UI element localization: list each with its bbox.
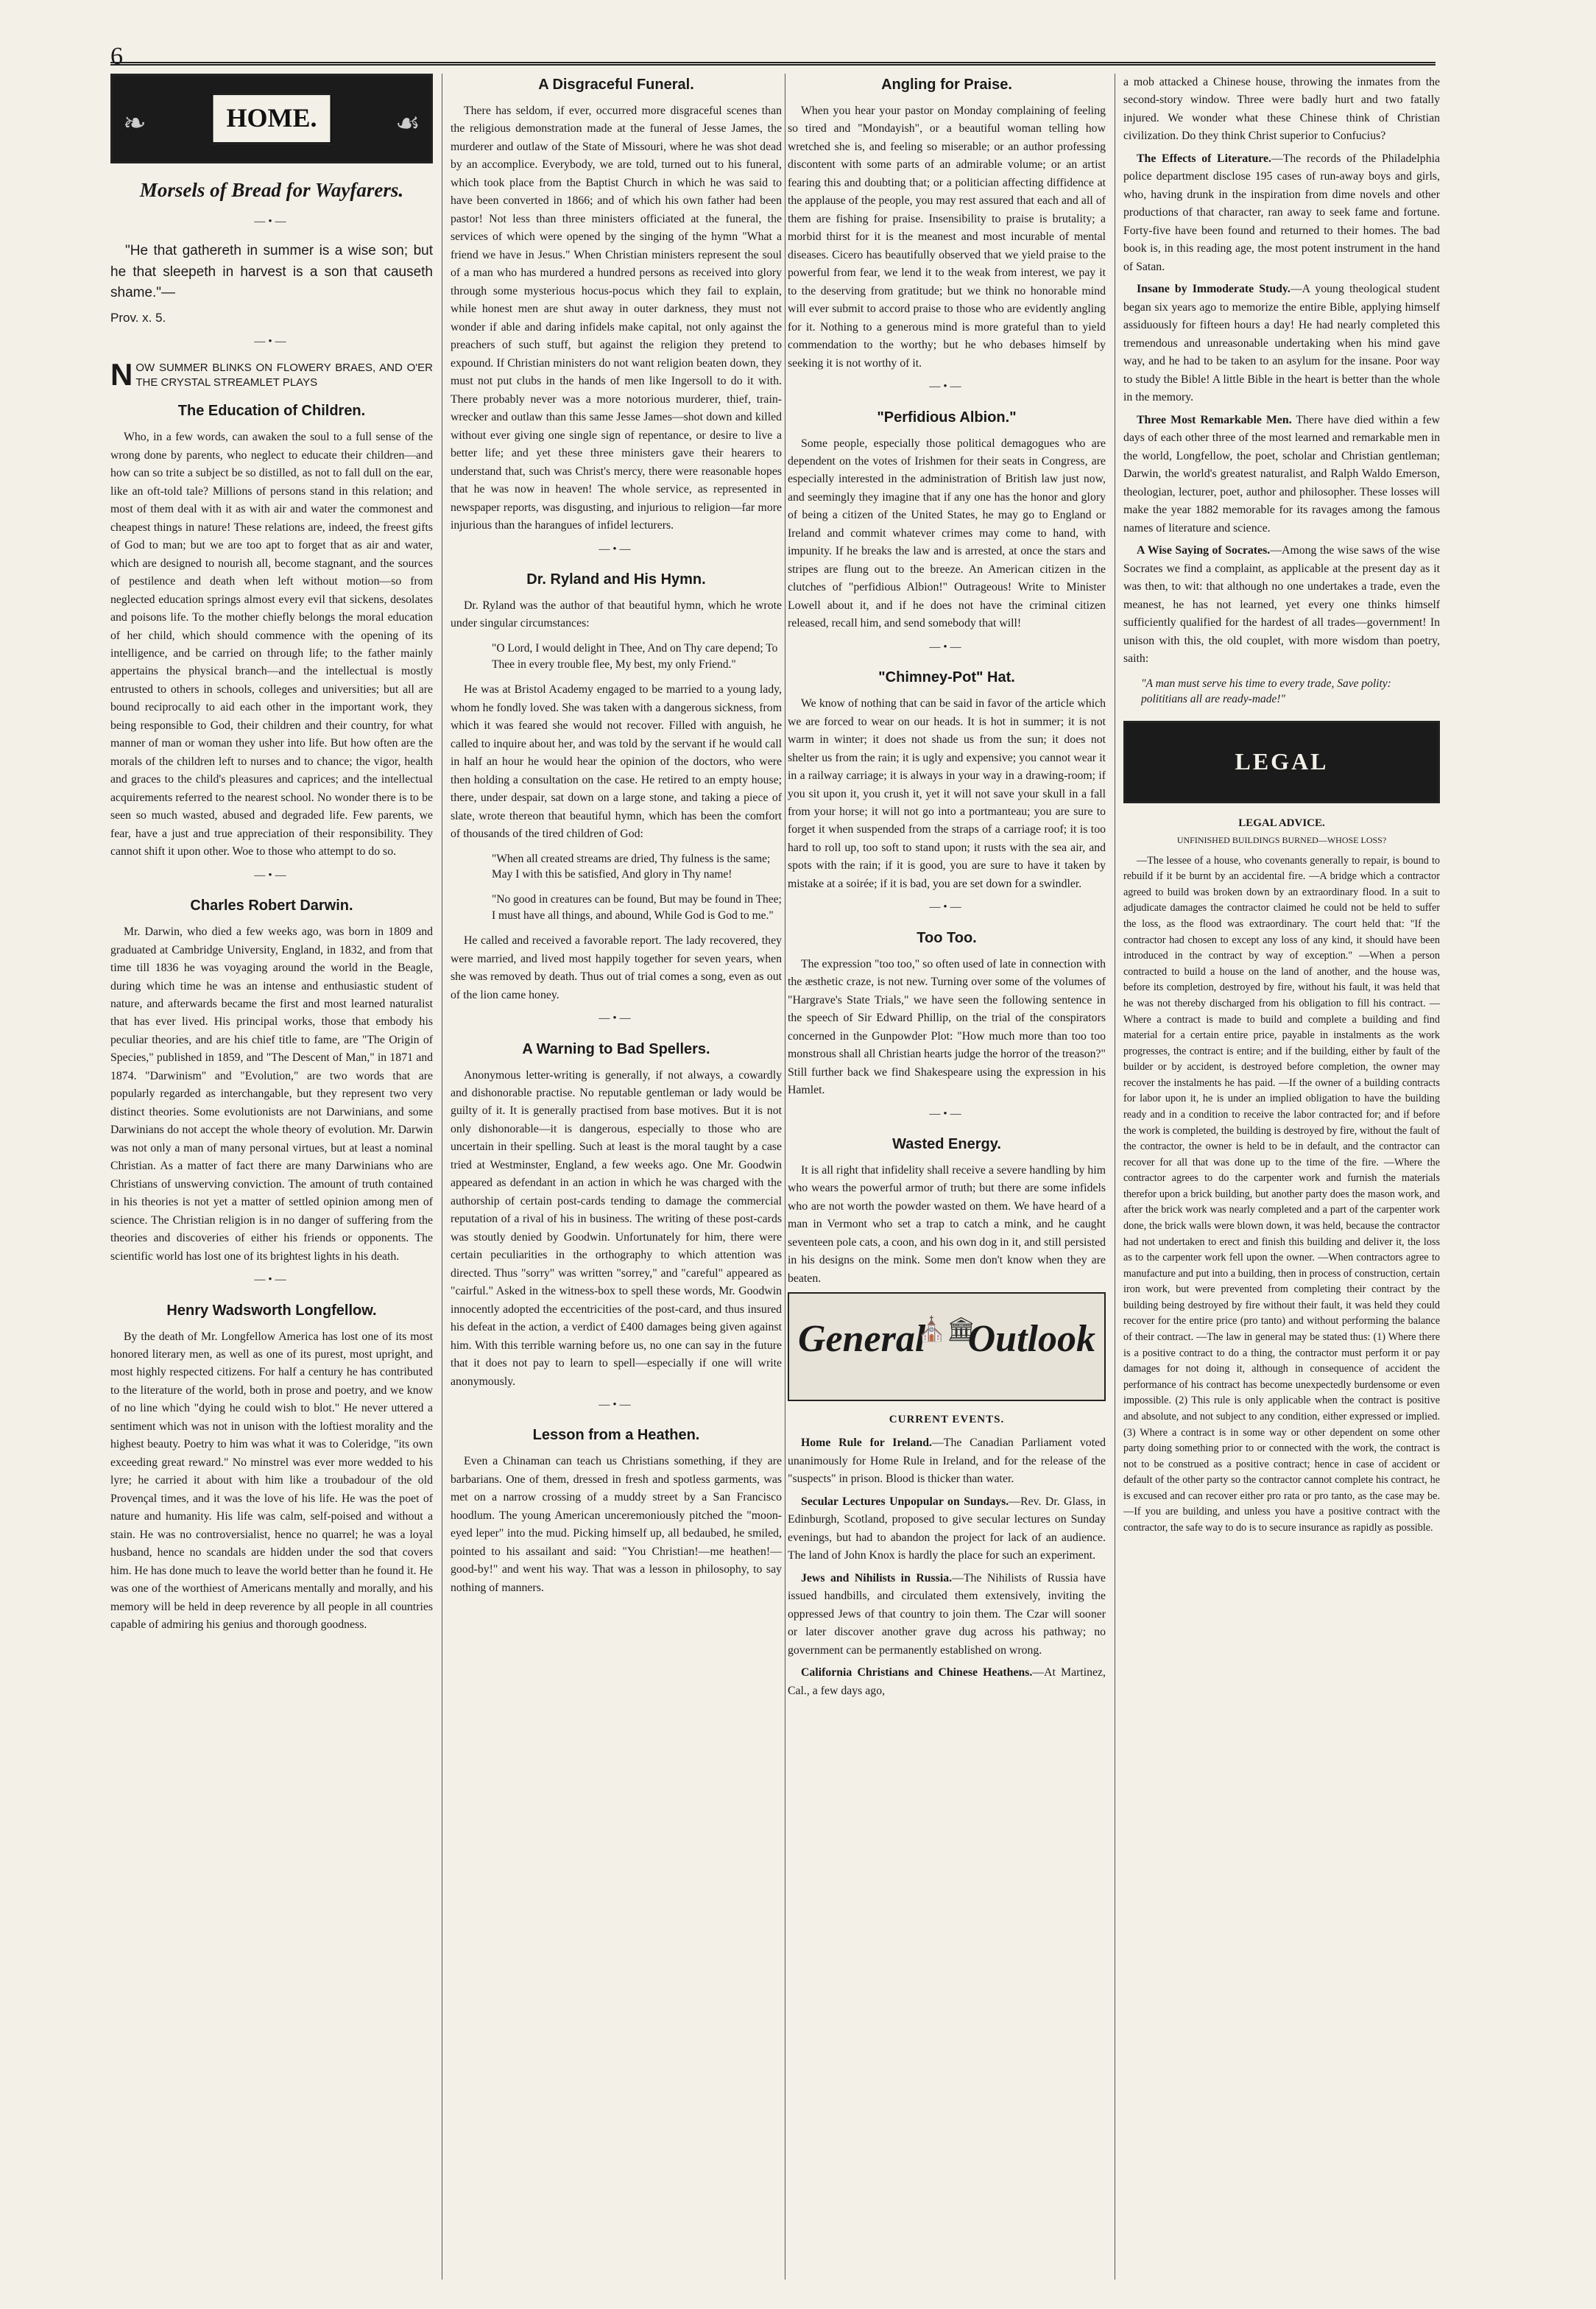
secular-item: Secular Lectures Unpopular on Sundays.—Rev. Dr. Glass, in Edinburgh, Scotland, proposed to give secular lectures on Sunday evenings, but had to abandon the project for lack of an audience. The land of John Knox is hardly the place for such an experiment. [788,1495,1106,1562]
legal-advice-heading: LEGAL ADVICE. [1238,817,1325,829]
longfellow-heading: Henry Wadsworth Longfellow. [166,1302,377,1319]
ornament-divider: —•— [598,1399,634,1411]
three-men-item: Three Most Remarkable Men. There have died within a few days of each other three of the most learned and remarkable men in the world, Longfellow, the poet, scholar and Christian gentleman; Darwin, the world's greatest naturalist, and Ralph Waldo Emerson, theologian, lecturer, poet, author and philosopher. These losses will make the year 1882 memorable for its ravages among the famous names of literature and science. [1123,413,1440,535]
summer-verse-text: OW SUMMER BLINKS ON FLOWERY BRAES, AND O'ER THE CRYSTAL STREAMLET PLAYS [135,362,433,389]
ornament-divider: —•— [929,381,964,393]
home-banner [110,74,433,163]
praise-body: When you hear your pastor on Monday complaining of feeling so tired and "Mondayish", or a beautiful woman telling how wretched she is, and feeling so miserable; or an author professing discontent with some parts of an admirable volume; or an artist fearing this and doubting that; or a politician affecting diffidence at the applause of the people, you may rest assured that each and all of them are fishing for praise. Insensibility to praise is brutality; a morbid thirst for it is the meanest and most incurable of mental diseases. Cicero has beautifully observed that we yield praise to the powerful from fear, we lend it to the weak from interest, we pay it to the deserving from gratitude; but we think no honorable mind will ever submit to accord praise to those who are evidently angling for it. Nothing to a generous mind is more grateful than to yield commendation to the worthy; but he who debases himself by seeking it is not worthy of it. [788,105,1106,370]
california-item: California Christians and Chinese Heathens.—At Martinez, Cal., a few days ago, [788,1666,1106,1697]
column-1 [110,74,433,2280]
legal-advice-subheading: UNFINISHED BUILDINGS BURNED—WHOSE LOSS? [1176,835,1387,846]
heathen-body: Even a Chinaman can teach us Christians something, if they are barbarians. One of them, dressed in fresh and spotless garments, was met on a narrow crossing of a muddy street by a San Francisco hoodlum. The young American unceremoniously pitched the "moon-eyed leper" into the mud. Picking himself up, all bedaubed, he smiled, pointed to his assailant and said: "You Christian!—me heathen!—good-by!" and went his way. That was a lesson in philosophy, to say nothing of manners. [451,1455,782,1594]
ryland-body: He called and received a favorable report. The lady recovered, they were married, and lived most happily together for seven years, when she was removed by death. Thus out of trial comes a song, even as out of the lion came honey. [451,934,782,1001]
summer-verse [110,357,433,392]
ornament-divider: —•— [929,901,964,914]
ryland-heading: Dr. Ryland and His Hymn. [526,571,706,588]
legal-banner [1123,721,1440,803]
general-outlook-banner [788,1292,1106,1401]
ryland-verse: "When all created streams are dried, Thy fulness is the same; May I with this be satisfied, And glory in Thy name! [492,852,771,881]
foliage-ornament-icon: ☙ [395,108,420,139]
socrates-item: A Wise Saying of Socrates.—Among the wise saws of the wise Socrates we find a complaint, as applicable at the present day as it was then, to wit: that although no one undertakes a trade, even the meanest, he has not learned, yet every one thinks himself sufficiently qualified for the hardest of all trades—government! In unison with this, the old couplet, with more wisdom than poetry, saith: [1123,544,1440,666]
ornament-divider: —•— [254,335,289,348]
chimney-heading: "Chimney-Pot" Hat. [878,669,1015,686]
ornament-divider: —•— [254,1274,289,1286]
legal-banner-label: LEGAL [1235,748,1329,775]
drop-cap: N [110,357,133,392]
jews-item: Jews and Nihilists in Russia.—The Nihilists of Russia have issued handbills, and circulated them extensively, inviting the oppressed Jews of that country to join them. The Czar will sooner or later discover another grave dug across his pathway; no government can be permanently established on wrong. [788,1571,1106,1657]
darwin-body: Mr. Darwin, who died a few weeks ago, was born in 1809 and graduated at Cambridge University, England, in 1832, and from that time till 1836 he was voyaging around the world in the Beagle, during which time he was an intense and enthusiastic student of nature, and afterwards became the first and most learned naturalist that has ever lived. His principal works, those that embody his peculiar theories, and are his chief title to fame, are "The Origin of Species," published in 1859, and "The Descent of Man," in 1871 and 1874. "Darwinism" and "Evolution," are two words that are popularly regarded as interchangable, but they represent two very distinct theories. Some evolutionists are not Darwinians, and some Darwinians do not accept the whole theory of evolution. Mr. Darwin was not only a man of many personal virtues, but at least a nominal Christian. As a matter of fact there are many Darwinians who are Christians of unswerving conviction. The amount of truth contained in his theories is not yet a matter of settled opinion among men of science. The Christian religion is in no danger of suffering from the theories and discoveries of either his friends or opponents. The scientific world has lost one of its brightest lights in his death. [110,926,433,1263]
education-body: Who, in a few words, can awaken the soul to a full sense of the wrong done by parents, who neglect to educate their children—and how can so trite a subject be so distilled, as not to fall dull on the ear, like an oft-told tale? Millions of persons stand in this relation; and most of them deal with it as with air and water the commonest and cheapest things in nature! These relations are, indeed, the freest gifts of God to man; but we are too apt to forget that as air and water, which are designed to nourish all, become stagnant, and the sources of pestilence and death when left without motion—so from neglected education springs almost every evil that sickens, desolates and poisons life. To the mother chiefly belongs the moral education of her child, which should commence with the opening of its intelligence, and be carried on through life; to the father mainly appertains the physical branch—and the intellectual is mostly entrusted to others in schools, colleges and universities; but all are bound reciprocally to aid each other in the important work, they being responsible to God, their children and their country, for what manner of man or woman they usher into life. But how often are the morals of the children left to nurses and to chance; the vigor, health and graces to the child's pleasures and caprices; and the intellectual acquirements referred to the nearest school. No wonder there is to be seen so much wasted, abused and degraded life. Few parents, we fear, have a just and true appreciation of their responsibility. They cannot shift it upon other. Woe to those who attempt to do so. [110,431,433,859]
ornament-divider: —•— [929,1107,964,1120]
ornament-divider: —•— [254,869,289,881]
ryland-intro: Dr. Ryland was the author of that beautiful hymn, which he wrote under singular circumstances: [451,599,782,630]
energy-body: It is all right that infidelity shall receive a severe handling by him who wears the powerful armor of truth; but there are some infidels who are not worth the powder wasted on them. We have heard of a man in Vermont who set a trap to catch a mink, and he caught seventeen pole cats, a coon, and his own dog in it, and still persisted in his designs on the mink. Some men don't know when they are beaten. [788,1163,1106,1285]
ryland-body: He was at Bristol Academy engaged to be married to a young lady, whom he fondly loved. She was taken with a dangerous sickness, from which it was feared she would not recover. Filled with anguish, he called to inquire about her, and was told by the servant if he would call in half an hour he would hear the opinion of the doctors, who were then holding a consultation on the case. He retired to an empty house; there, under despair, sat down on a large stone, and taking a piece of slate, wrote thereon that beautiful hymn, which has been the comfort of thousands of the tired children of God: [451,683,782,841]
home-banner-label: HOME. [212,94,332,144]
foliage-ornament-icon: ❧ [123,108,146,139]
darwin-heading: Charles Robert Darwin. [190,898,353,914]
column-2 [451,74,782,2280]
general-outlook-left: General [798,1318,926,1361]
column-3 [788,74,1106,2280]
page-number: 6 [110,43,123,70]
education-heading: The Education of Children. [177,403,366,420]
current-events-heading: CURRENT EVENTS. [889,1414,1005,1426]
ryland-verse: "No good in creatures can be found, But may be found in Thee; I must have all things, and abound, While God is God to me." [492,892,782,922]
ryland-verse: "O Lord, I would delight in Thee, And on Thy care depend; To Thee in every trouble flee, My best, my only Friend." [492,641,778,671]
home-rule-item: Home Rule for Ireland.—The Canadian Parliament voted unanimously for Home Rule in Ireland, and for the release of the "suspects" in prison. Blood is thicker than water. [788,1436,1106,1486]
albion-heading: "Perfidious Albion." [877,409,1017,426]
column-4 [1123,74,1440,2280]
tootoo-heading: Too Too. [917,929,977,946]
heathen-heading: Lesson from a Heathen. [532,1427,700,1444]
ornament-divider: —•— [254,215,289,228]
albion-body: Some people, especially those political demagogues who are dependent on the votes of Irishmen for their seats in Congress, are especially interested in the administration of British law just now, and seemingly they imagine that if any one has the honor and glory of being a citizen of the United States, he may go to England or Ireland and commit whatever crimes may come to hand, with impunity. If he breaks the law and is arrested, at once the stars and stripes are flung out to the breeze. An American citizen in the clutches of "perfidious Albion!" Outrageous! Write to Minister Lowell about it, and if he does not have the criminal citizen released, recall him, and send somebody that will! [788,437,1106,630]
socrates-couplet: "A man must serve his time to every trade, Save polity: polititians all are ready-made!" [1141,677,1391,706]
literature-item: The Effects of Literature.—The records of the Philadelphia police department disclose 195 cases of run-away boys and girls, who, having drunk in the inspiration from dime novels and other productions of that character, ran away to seek fame and fortune. Forty-five have been found and returned to their homes. The bad book is, in this reading age, the most potent instrument in the hand of Satan. [1123,152,1440,273]
funeral-body: There has seldom, if ever, occurred more disgraceful scenes than the religious demonstration made at the funeral of Jesse James, the murderer and outlaw of the State of Missouri, where he was shot dead by an accomplice. Everybody, we are told, turned out to his funeral, which took place from the Baptist Church in which he was said to have been converted in 1866; and of which his own father had been pastor! Not less than three ministers officiated at the funeral, the services of which were opened by the singing of the hymn "What a friend we have in Jesus." When Christian ministers represent the soul of a man who has murdered a hundred persons as received into glory through some mysterious hocus-pocus which they fail to explain, while honest men are shut away in outer darkness, they must not wonder if able and daring infidels make capital, not only against the preachers of such stuff, but against the religion they pretend to expound. If Christian ministers do not want religion beaten down, they must not put clubs in the hands of men like Ingersoll to do it with. There probably never was a more notorious murderer, thief, train-wrecker and outlaw than this same Jesse James—shot down and killed without ever giving one single sign of repentance, or desire to live a better life; and yet these three ministers gave their hearers to understand that, such was Christ's mercy, there were reasonable hopes that he was now in heaven! The whole service, as represented in newspaper reports, was disgusting, and injurious to religion—far more injurious than the harangues of infidel lecturers. [451,105,782,532]
funeral-heading: A Disgraceful Funeral. [538,77,694,93]
proverb-quote: "He that gathereth in summer is a wise son; but he that sleepeth in harvest is a son that causeth shame."— [110,243,433,301]
morsels-title: Morsels of Bread for Wayfarers. [139,179,404,201]
cityscape-icon: ⛪🏛 [917,1316,977,1343]
energy-heading: Wasted Energy. [892,1135,1001,1152]
tootoo-body: The expression "too too," so often used of late in connection with the æsthetic craze, is not new. Turning over some of the volumes of "Hargrave's State Trials," we have seen the following sentence in the speech of Sir Edward Phillip, on the trial of the conspirators concerned in the Gunpowder Plot: "How much more than too too monstrous shall all Christian hearts judge the horror of the treason?" Still further back we find Shakespeare using the expression in his Hamlet. [788,957,1106,1097]
general-outlook-right: Outlook [967,1318,1095,1361]
spellers-heading: A Warning to Bad Spellers. [522,1040,710,1057]
ornament-divider: —•— [598,1012,634,1025]
insane-item: Insane by Immoderate Study.—A young theological student began six years ago to memorize the entire Bible, applying himself assiduously for fifteen hours a day! He had nearly completed this tremendous and unreasonable undertaking when his mind gave way, and he had to be taken to an asylum for the insane. Poor way to study the Bible! A little Bible in the heart is better than the whole in the memory. [1123,283,1440,404]
ornament-divider: —•— [929,641,964,653]
legal-advice-body: —The lessee of a house, who covenants generally to repair, is bound to rebuild if it be burnt by an accidental fire. —A bridge which a contractor agreed to build was broken down by an extraordinary flood. In a suit to adjudicate damages the contractor claimed he could not be held to suffer the loss, as the flood was extraordinary. The court held that: "If the contractor had chosen to except any loss of any kind, it should have been introduced in the contract by way of exception." —When a person contracted to build a house on the land of another, and the house was, before its completion, destroyed by fire, without his fault, it was held that he was not thereby discharged from his obligation to fill his contract. —Where a contract is made to build and complete a building and find material for a certain entire price, payable in instalments as the work progresses, the contract is entire; and if the building, either by fault of the builder or by accident, is destroyed before completion, the owner may recover the instalments he has paid. —If the owner of a building contracts for labor upon it, he is under an implied obligation to have the building ready and in a condition to receive the labor contracted for; and if before the work is completed, the building is destroyed by fire, without the fault of the contractor, the owner is held to be in default, and the contractor can recover for all that was done up to the time of the fire. —Where the contractor agrees to do the carpenter work and furnish the materials therefor upon a brick building, but another party does the mason work, and after the brick work was nearly completed and a part of the carpenter work done, the brick walls were blown down, it was held, because the contractor had not undertaken to erect and finish this building and deliver it, the loss as to the carpenter work fell upon the owner. —When contractors agree to manufacture and put into a building, then in process of construction, certain iron work, but were prevented from completing their contract by the building being destroyed by fire without their fault, it was held they could recover for the entire price (pro tanto) and without performing the balance of their contract. —The law in general may be stated thus: (1) Where there is a positive contract to do a thing, the contractor must perform it or pay damages for not doing it, although in consequence of accident the performance of his contract has become unexpectedly burdensome or even impossible. (2) This rule is only applicable when the contract is positive and absolute, and not subject to any condition, either expressed or implied. (3) Where a contract is in some way or other dependent on some other party doing something prior to or connected with the work, the contract is not to be construed as a positive contract; hence in case of accident or default of the other party so the contractor cannot complete his contract, he is excused and can recover either pro rata or pro tanto, as the case may be. —If you are building, and unless you have a positive contract with the contractor, the safe way to do is to secure insurance as rapidly as possible. [1123,854,1440,1534]
praise-heading: Angling for Praise. [881,77,1012,93]
california-continued: a mob attacked a Chinese house, throwing the inmates from the second-story window. Three were badly hurt and two fatally injured. We wonder what these Chinese think of Christian civilization. Do they think Christ superior to Confucius? [1123,76,1440,143]
top-rule [110,62,1436,66]
ornament-divider: —•— [598,543,634,555]
spellers-body: Anonymous letter-writing is generally, if not always, a cowardly and dishonorable practise. No reputable gentleman or lady would be guilty of it. It is generally practised from base motives. But it is not only dishonorable—it is dangerous, especially to those who are uncertain in their spelling. Such at least is the moral taught by a case tried at Westminster, England, a few weeks ago. One Mr. Goodwin appeared as defendant in an action in which he was charged with the authorship of certain post-cards tending to damage the commercial reputation of a rival of his in business. The writing of these post-cards was stoutly denied by Goodwin. Unfortunately for him, there were certain peculiarities in the orthography to which attention was directed. Thus "sorry" was written "sorrey," and "careful" appeared as "cairful." Asked in the witness-box to spell these words, Mr. Goodwin innocently adopted the eccentricities of the post-card, and thus insured his defeat in the action, a verdict of £400 damages being given against him. With this terrible warning before us, no one can say in the future that it does not pay to learn to spell—especially if one will write anonymously. [451,1068,782,1388]
chimney-body: We know of nothing that can be said in favor of the article which we are forced to wear on our heads. It is hot in summer; it is not warm in winter; it does not shade us from the sun; it does not shelter us from the rain; it is ugly and expensive; you cannot wear it in a railway carriage; it is always in your way in a drawing-room; if you sit upon it, you crush it, yet it will not save your skull in a fall from your horse; it will not go into a portmanteau; you are sure to forget it when suspended from the straps of a carriage roof; it is too hard to roll up, too soft to stand upon; it rusts with the sea air, and spots with the rain; if it is good, you are sure to have it taken by mistake at a soirée; if it is bad, you are set down for a swindler. [788,697,1106,890]
proverb-reference: Prov. x. 5. [110,310,166,325]
longfellow-body: By the death of Mr. Longfellow America has lost one of its most honored literary men, as well as one of its purest, most upright, and most highly respected citizens. For half a century he has contributed to the literature of the world, both in prose and poetry, and we know of no line which "dying he could wish to blot." He never uttered a sentiment which was not in unison with the loftiest morality and the highest beauty. Poetry to him was what it was to Coleridge, "its own exceeding great reward." No minstrel was ever more wedded to his lyre; he carried it about with him like a troubadour of the old Provençal times, and it was the love of his life. He was the poet of nature and humanity. His life was calm, self-poised and without a stain. He was no controversialist, hence no quarrel; he was a loyal husband, hence no scandals are hidden under the sod that covers him. He has done much to leave the world better than he found it. He was one of the worthiest of Americans mentally and morally, and his memory will be held in deep reverence by all people in all countries capable of admiring his genius and thorough goodness. [110,1330,433,1632]
